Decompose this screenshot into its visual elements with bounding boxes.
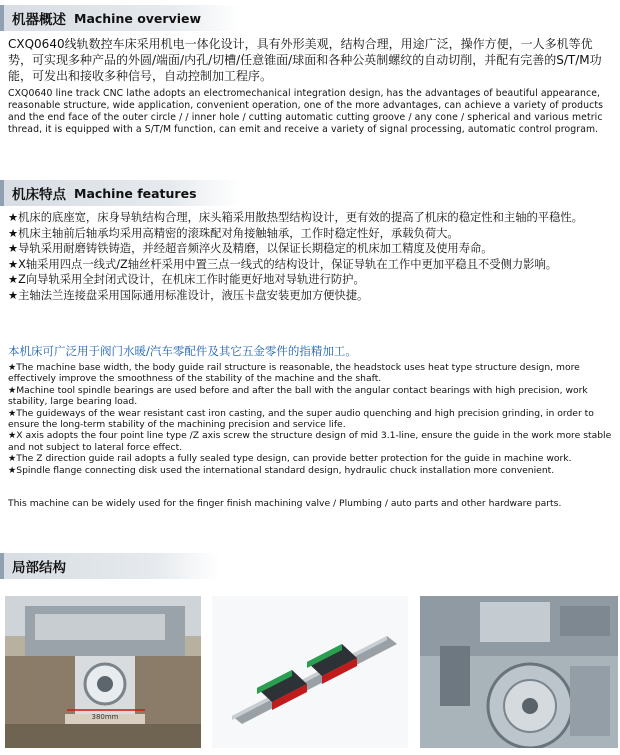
feature-item-zh: ★X轴采用四点一线式/Z轴丝杆采用中置三点一线式的结构设计，保证导轨在工作中更加平稳且不受侧力影响。 [8, 257, 558, 271]
features-header [0, 180, 240, 206]
structure-header [0, 553, 220, 579]
photo-measure-label: 380mm [91, 713, 119, 721]
overview-title-zh: 机器概述 [12, 12, 66, 28]
feature-item-en: ★Spindle flange connecting disk used the international standard design, hydraulic chuck installation more convenient. [8, 464, 555, 476]
photo-linear-guide [212, 596, 408, 748]
feature-item-en: ★The guideways of the wear resistant cast iron casting, and the super audio quenching and high precision grinding, in order to ensure the long-term stability of the machining precision and service life. [8, 407, 594, 431]
structure-title-zh: 局部结构 [12, 560, 66, 576]
feature-item-en: ★The Z direction guide rail adopts a fully sealed type design, can provide better protection for the guide in machine work. [8, 453, 572, 465]
feature-item-zh: ★机床的底座宽，床身导轨结构合理，床头箱采用散热型结构设计，更有效的提高了机床的稳定性和主轴的平稳性。 [8, 211, 583, 224]
overview-text-zh: CXQ0640线轨数控车床采用机电一体化设计，具有外形美观，结构合理，用途广泛，操作方便，一人多机等优势，可实现多种产品的外圆/端面/内孔/切槽/任意锥面/球面和各种公英制螺纹的自动切削，并配有完善的S/T/M功能，可发出和接收多种信号，自动控制加工程序。 [8, 37, 602, 83]
overview-text-en: CXQ0640 line track CNC lathe adopts an electromechanical integration design, has the advantages of beautiful appearance, reasonable structure, wide application, convenient operation, one of the more advantages, can achieve a variety of products and the end face of the outer circle / / inner hole / cutting automatic cutting groove / any cone / spherical and various metric thread, it is equipped with a S/T/M function, can emit and receive a variety of signal processing, automatic control program. [8, 88, 604, 135]
feature-item-zh: ★主轴法兰连接盘采用国际通用标准设计，液压卡盘安装更加方便快捷。 [8, 288, 369, 302]
feature-item-zh: ★导轨采用耐磨铸铁铸造，并经超音频淬火及精磨，以保证长期稳定的机床加工精度及使用寿命。 [8, 242, 493, 255]
application-highlight: 本机床可广泛用于阀门水暖/汽车零配件及其它五金零件的指精加工。 [8, 344, 357, 358]
overview-header [0, 5, 240, 31]
photo-spindle-chuck [420, 596, 618, 748]
features-tail-en: This machine can be widely used for the finger finish machining valve / Plumbing / auto parts and other hardware parts. [8, 498, 562, 509]
overview-title-en: Machine overview [74, 10, 202, 26]
features-title-zh: 机床特点 [12, 187, 66, 203]
spindle-chuck-image [420, 596, 618, 748]
feature-item-en: ★Machine tool spindle bearings are used before and after the ball with the angular contact bearings with high precision, work stability, large bearing load. [8, 384, 588, 408]
feature-item-zh: ★机床主轴前后轴承均采用高精密的滚珠配对角接触轴承，工作时稳定性好，承载负荷大。 [8, 226, 459, 240]
photo-machine-base [5, 596, 201, 748]
features-list-en [8, 362, 612, 476]
machine-base-image [5, 596, 201, 748]
feature-item-zh: ★Z向导轨采用全封闭式设计，在机床工作时能更好地对导轨进行防护。 [8, 273, 365, 286]
feature-item-en: ★X axis adopts the four point line type /Z axis screw the structure design of mid 3.1-line, ensure the guide in the work more stable and not subject to lateral force effect. [8, 430, 612, 453]
features-list-zh [8, 210, 612, 303]
linear-guide-image [212, 596, 408, 748]
features-title-en: Machine features [74, 185, 197, 201]
feature-item-en: ★The machine base width, the body guide rail structure is reasonable, the headstock uses heat type structure design, more effectively improve the smoothness of the stability of the machine and the shaft. [8, 362, 580, 385]
